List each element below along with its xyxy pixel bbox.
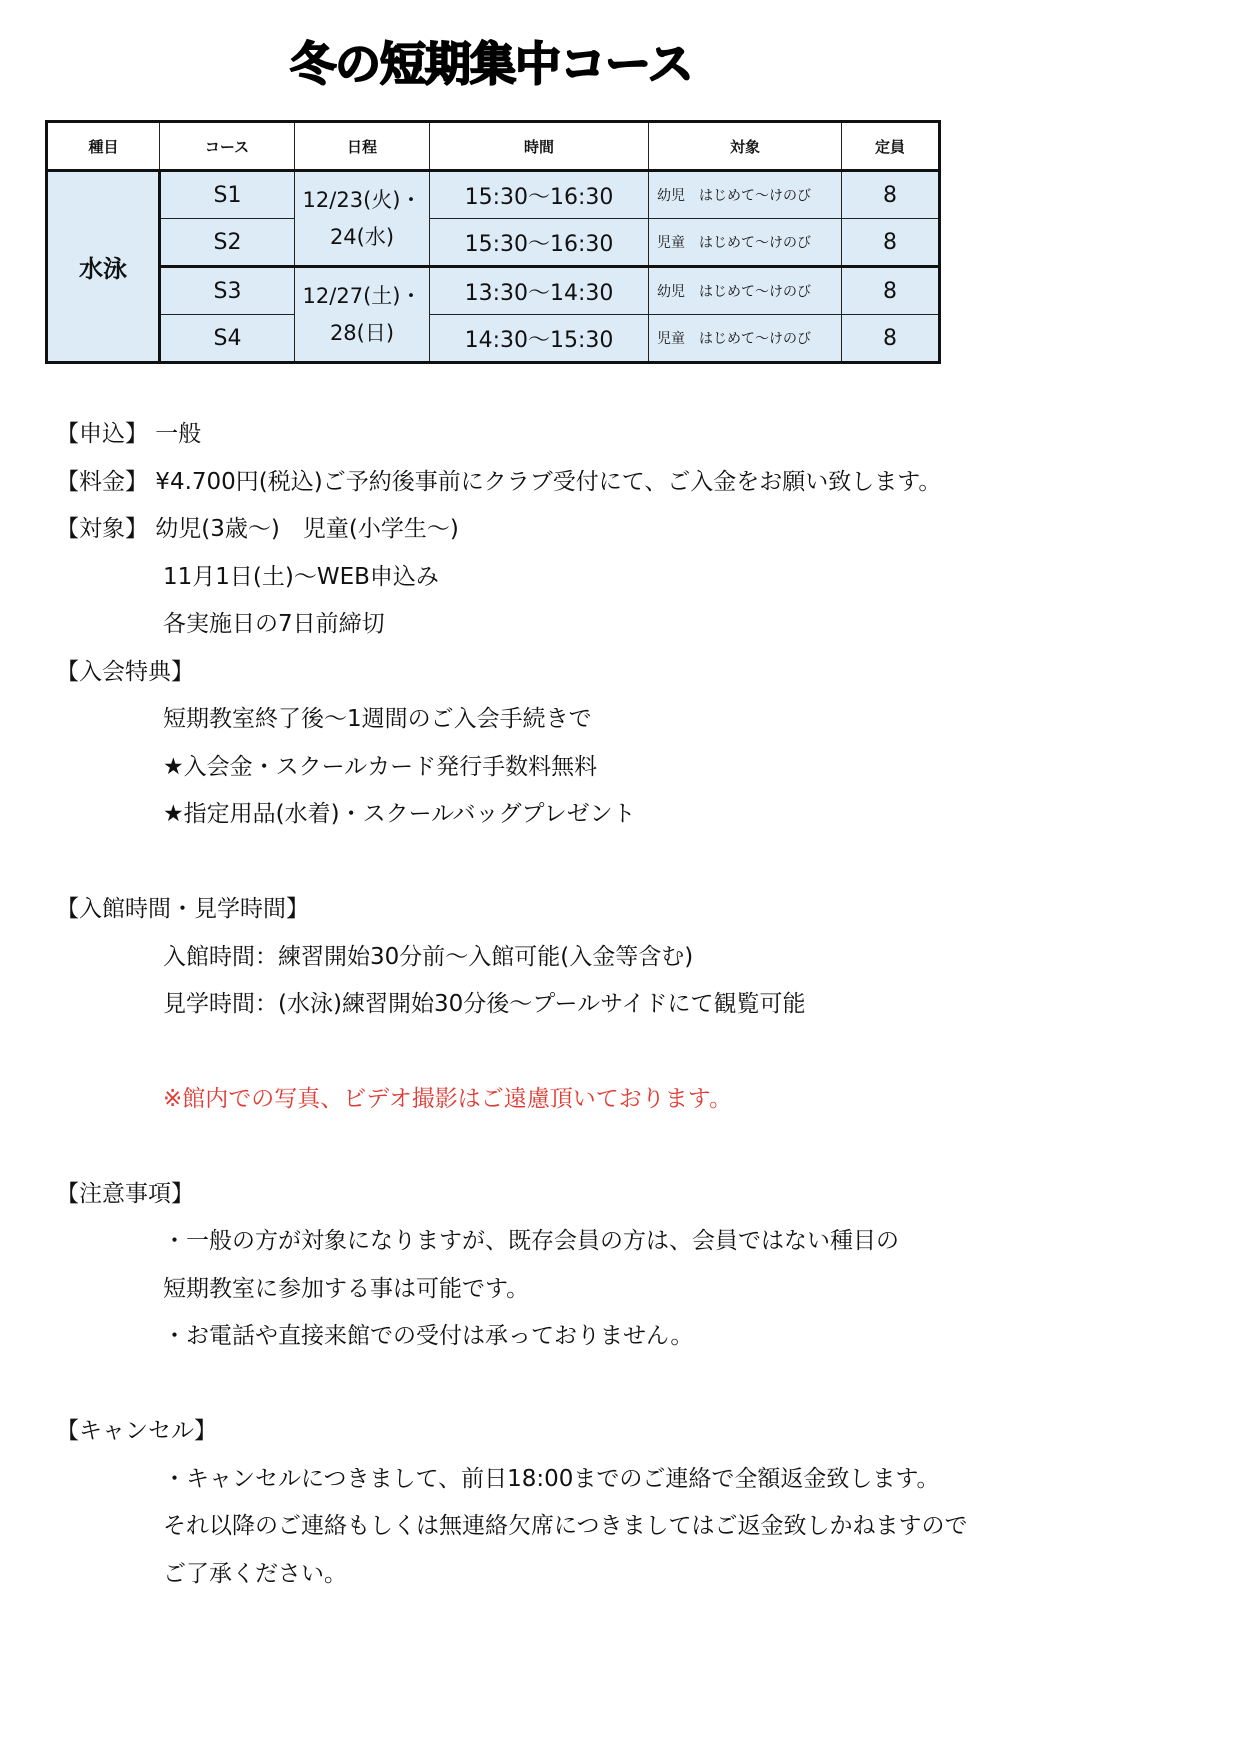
section-heading: 【入館時間・見学時間】 <box>56 896 309 922</box>
header-cell: 定員 <box>842 122 940 171</box>
notice-line: ・お電話や直接来館での受付は承っておりません。 <box>163 1323 694 1349</box>
header-cell: 日程 <box>295 122 430 171</box>
time-cell: 15:30〜16:30 <box>430 171 649 219</box>
target-cell: 児童 はじめて〜けのび <box>649 219 842 267</box>
table-row <box>47 171 940 219</box>
viewing-time-line: 見学時間：(水泳)練習開始30分後〜プールサイドにて観覧可能 <box>163 991 806 1017</box>
header-cell: 種目 <box>47 122 160 171</box>
photo-warning: ※館内での写真、ビデオ撮影はご遠慮頂いております。 <box>163 1086 732 1112</box>
category-cell: 水泳 <box>47 171 160 363</box>
course-cell: S1 <box>160 171 295 219</box>
header-cell: 対象 <box>649 122 842 171</box>
capacity-cell: 8 <box>842 171 940 219</box>
date-cell: 12/27(土)・28(日) <box>295 267 430 363</box>
target-line: 【対象】 幼児(3歳〜) 児童(小学生〜) <box>56 516 459 542</box>
course-cell: S2 <box>160 219 295 267</box>
header-cell: 時間 <box>430 122 649 171</box>
table-row <box>47 267 940 315</box>
capacity-cell: 8 <box>842 267 940 315</box>
entry-time-line: 入館時間：練習開始30分前〜入館可能(入金等含む) <box>163 944 694 970</box>
capacity-cell: 8 <box>842 219 940 267</box>
benefit-line: 短期教室終了後〜1週間のご入会手続きで <box>163 706 592 732</box>
section-heading: 【注意事項】 <box>56 1181 194 1207</box>
notice-line: 短期教室に参加する事は可能です。 <box>163 1276 530 1302</box>
fee-line: 【料金】 ¥4.700円(税込)ご予約後事前にクラブ受付にて、ご入金をお願い致します。 <box>56 469 942 495</box>
benefit-line: ★入会金・スクールカード発行手数料無料 <box>163 754 598 780</box>
section-heading: 【キャンセル】 <box>56 1418 217 1444</box>
benefit-line: ★指定用品(水着)・スクールバッグプレゼント <box>163 801 636 827</box>
target-cell: 幼児 はじめて〜けのび <box>649 267 842 315</box>
header-cell: コース <box>160 122 295 171</box>
table-row <box>47 315 940 363</box>
table-row <box>47 219 940 267</box>
table-header-row <box>47 122 940 171</box>
course-cell: S4 <box>160 315 295 363</box>
cancel-line: ・キャンセルにつきまして、前日18:00までのご連絡で全額返金致します。 <box>163 1466 940 1492</box>
schedule-table <box>45 120 941 364</box>
target-cell: 幼児 はじめて〜けのび <box>649 171 842 219</box>
page-title: 冬の短期集中コース <box>290 37 693 91</box>
capacity-cell: 8 <box>842 315 940 363</box>
target-cell: 児童 はじめて〜けのび <box>649 315 842 363</box>
course-cell: S3 <box>160 267 295 315</box>
time-cell: 14:30〜15:30 <box>430 315 649 363</box>
time-cell: 15:30〜16:30 <box>430 219 649 267</box>
deadline-line: 各実施日の7日前締切 <box>163 611 385 637</box>
cancel-line: それ以降のご連絡もしくは無連絡欠席につきましてはご返金致しかねますので <box>163 1513 968 1539</box>
cancel-line: ご了承ください。 <box>163 1561 347 1587</box>
section-heading: 【入会特典】 <box>56 659 194 685</box>
notice-line: ・一般の方が対象になりますが、既存会員の方は、会員ではない種目の <box>163 1228 899 1254</box>
date-cell: 12/23(火)・24(水) <box>295 171 430 267</box>
apply-line: 【申込】 一般 <box>56 421 202 447</box>
apply-date-line: 11月1日(土)〜WEB申込み <box>163 564 439 590</box>
time-cell: 13:30〜14:30 <box>430 267 649 315</box>
